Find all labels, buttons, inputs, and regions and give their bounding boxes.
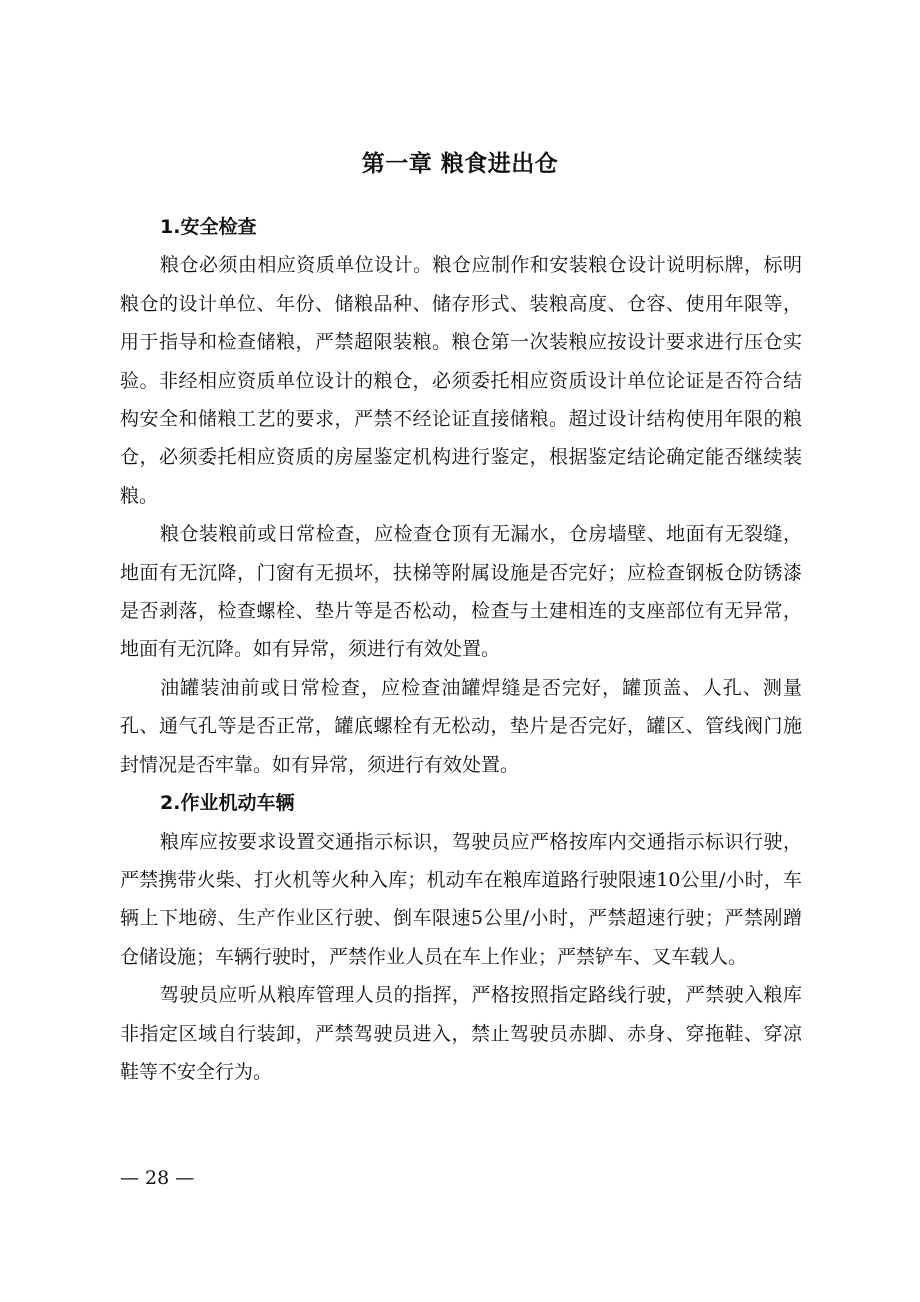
paragraph: 粮库应按要求设置交通指示标识，驾驶员应严格按库内交通指示标识行驶，严禁携带火柴、打火机等火种入库；机动车在粮库道路行驶限速10公里/小时，车辆上下地磅、生产作业区行驶、倒车限速5公里/小时，严禁超速行驶；严禁剐蹭仓储设施；车辆行驶时，严禁作业人员在车上作业；严禁铲车、叉车载人。	[120, 830, 802, 968]
chapter-title: 第一章 粮食进出仓	[361, 151, 559, 177]
paragraph: 驾驶员应听从粮库管理人员的指挥，严格按照指定路线行驶，严禁驶入粮库非指定区域自行装卸，严禁驾驶员进入，禁止驾驶员赤脚、赤身、穿拖鞋、穿凉鞋等不安全行为。	[120, 984, 802, 1083]
section-heading: 1.安全检查	[160, 216, 257, 238]
section-motor-vehicles	[120, 784, 802, 1091]
section-safety-inspection	[120, 208, 802, 784]
page-number: — 28 —	[120, 1167, 195, 1189]
paragraph: 粮仓必须由相应资质单位设计。粮仓应制作和安装粮仓设计说明标牌，标明粮仓的设计单位、年份、储粮品种、储存形式、装粮高度、仓容、使用年限等，用于指导和检查储粮，严禁超限装粮。粮仓第一次装粮应按设计要求进行压仓实验。非经相应资质单位设计的粮仓，必须委托相应资质设计单位论证是否符合结构安全和储粮工艺的要求，严禁不经论证直接储粮。超过设计结构使用年限的粮仓，必须委托相应资质的房屋鉴定机构进行鉴定，根据鉴定结论确定能否继续装粮。	[120, 254, 802, 507]
document-body	[120, 208, 802, 1091]
section-heading: 2.作业机动车辆	[160, 792, 295, 815]
paragraph: 油罐装油前或日常检查，应检查油罐焊缝是否完好，罐顶盖、人孔、测量孔、通气孔等是否正常，罐底螺栓有无松动，垫片是否完好，罐区、管线阀门施封情况是否牢靠。如有异常，须进行有效处置。	[120, 676, 802, 776]
paragraph: 粮仓装粮前或日常检查，应检查仓顶有无漏水，仓房墙壁、地面有无裂缝，地面有无沉降，门窗有无损坏，扶梯等附属设施是否完好；应检查钢板仓防锈漆是否剥落，检查螺栓、垫片等是否松动，检查与土建相连的支座部位有无异常，地面有无沉降。如有异常，须进行有效处置。	[120, 523, 802, 661]
